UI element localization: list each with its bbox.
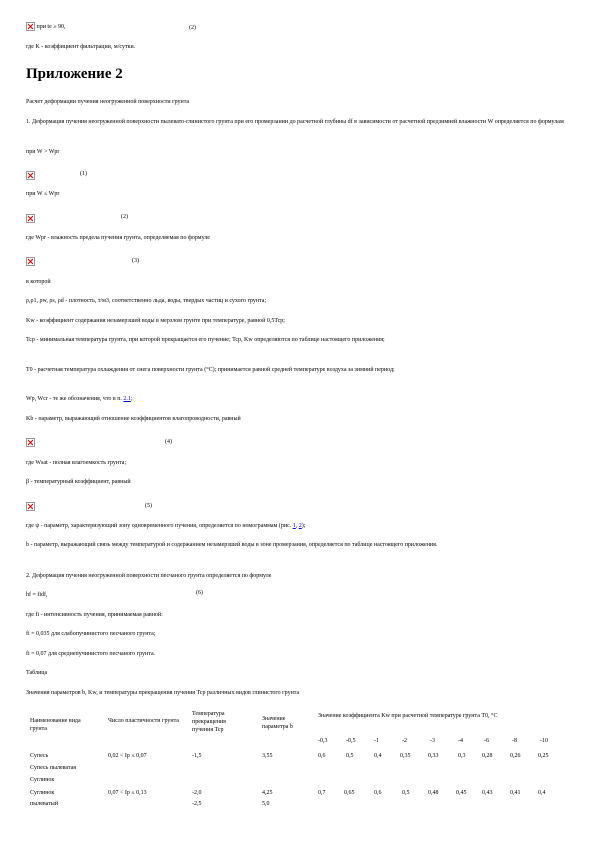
formula-6: hf = fidf, <box>26 592 48 598</box>
formula-2-image <box>26 209 35 227</box>
link-paragraph-2-1[interactable]: 2.1 <box>123 396 131 402</box>
cell-tcp: -1,5 <box>192 753 202 759</box>
wp-definition <box>26 394 571 404</box>
appendix-title: Приложение 2 <box>26 66 123 82</box>
broken-image-icon <box>26 257 35 266</box>
appendix-subtitle: Расчет деформации пучения неогруженной поверхности грунта <box>26 99 190 105</box>
cell-kw: 0,35 <box>400 753 411 759</box>
cell-kw: 0,3 <box>458 753 466 759</box>
table-row <box>30 777 330 787</box>
cell-name: Суглинок <box>30 777 55 783</box>
cell-kw: 0,43 <box>482 790 493 796</box>
cell-name: Супесь <box>30 753 49 759</box>
temp-cell: -4 <box>458 738 463 744</box>
cell-kw: 0,6 <box>318 753 326 759</box>
equation-number: (6) <box>196 590 203 596</box>
cell-name: Супесь пылеватая <box>30 765 77 771</box>
cell-kw: 0,25 <box>538 753 549 759</box>
equation-number: (4) <box>165 439 172 445</box>
cell-name: Суглинок <box>30 790 55 796</box>
cell-kw: 0,45 <box>456 790 467 796</box>
cell-kw: 0,26 <box>510 753 521 759</box>
equation-number: (3) <box>132 258 139 264</box>
cell-ip: 0,07 < Ip ≤ 0,13 <box>108 790 147 796</box>
formula-1-image <box>26 166 35 184</box>
temp-cell: -1 <box>374 738 379 744</box>
wsat-definition: где Wsat - полная влагоемкость грунта; <box>26 460 127 466</box>
link-figure-1[interactable]: 1 <box>292 523 296 529</box>
condition-2: при W ≤ Wpr <box>26 191 60 197</box>
table-header-ip: Число пластичности грунта <box>108 718 179 724</box>
cell-kw: 0,4 <box>374 753 382 759</box>
cell-kw: 0,5 <box>402 790 410 796</box>
equation-number: (2) <box>189 25 196 31</box>
equation-number: (1) <box>80 171 87 177</box>
temp-cell: -10 <box>540 738 548 744</box>
table-row <box>30 765 330 775</box>
fi-definition: где fi - интенсивность пучения, принимаемая равной: <box>26 612 163 618</box>
punctuation: , <box>295 523 299 529</box>
table-header-kw: Значение коэффициента Kw при расчетной температуре грунта T0, °C <box>318 713 498 719</box>
b-definition: b - параметр, выражающий связь между температурой и содержанием незамерзшей воды в зоне промерзания, определяется по таблице настоящего приложения. <box>26 542 438 548</box>
cell-kw: 0,33 <box>428 753 439 759</box>
cell-kw: 0,65 <box>344 790 355 796</box>
densities-definition: ρ,ρ1, ρw, ρs, ρd - плотность, т/м3, соответственно льда, воды, твердых частиц и сухого грунта; <box>26 298 267 304</box>
table-caption: Значения параметров b, Kw, и температуры прекращения пучения Tcp различных видов глинистого грунта <box>26 690 300 696</box>
temp-cell: -3 <box>430 738 435 744</box>
cell-kw: 0,41 <box>510 790 521 796</box>
formula-line-2 <box>26 22 66 31</box>
cell-b: 3,55 <box>262 753 273 759</box>
table-header-name: Наименование вида грунта <box>30 718 81 732</box>
punctuation: ; <box>130 396 133 402</box>
cell-tcp: -2,0 <box>192 790 202 796</box>
table-row <box>30 790 575 800</box>
fi-value-1: fi = 0,035 для слабопучинистого песчаного грунта; <box>26 631 156 637</box>
table-row <box>30 801 330 811</box>
formula-condition: при te ≥ 90, <box>36 23 66 30</box>
broken-image-icon <box>26 22 35 31</box>
table-temperature-row <box>318 738 568 748</box>
fi-value-2: fi = 0,07 для среднепучинистого песчаного грунта. <box>26 651 156 657</box>
beta-definition: β - температурный коэффициент, равный <box>26 479 131 485</box>
table-header-b: Значение параметра b <box>262 716 293 730</box>
wpr-definition: где Wpr - влажность предела пучения грунта, определяемая по формуле <box>26 235 210 241</box>
link-figure-2[interactable]: 2 <box>298 523 302 529</box>
cell-ip: 0,02 < Ip ≤ 0,07 <box>108 753 147 759</box>
t0-definition: T0 - расчетная температура охлаждения от снега поверхности грунта (°С); принимается равной средней температуре воздуха за зимний период; <box>26 367 395 373</box>
kw-definition: Kw - коэффициент содержания незамерзшей воды в мерзлом грунте при температуре, равной 0,5Tcp; <box>26 318 285 324</box>
psi-definition <box>26 521 571 531</box>
cell-kw: 0,6 <box>374 790 382 796</box>
broken-image-icon <box>26 438 35 447</box>
cell-name: пылеватый <box>30 801 59 807</box>
wp-definition-text: Wp, Wcr - те же обозначения, что в п. <box>26 396 124 402</box>
cell-b: 5,0 <box>262 801 270 807</box>
punctuation: ); <box>301 523 306 529</box>
tcp-definition: Tcp - минимальная температура грунта, при которой прекращается его пучение; Tcp, Kw определяются по таблице настоящего приложения; <box>26 337 385 343</box>
formula-4-image <box>26 433 35 451</box>
equation-number: (2) <box>121 214 128 220</box>
temp-cell: -6 <box>484 738 489 744</box>
temp-cell: -0,3 <box>318 738 328 744</box>
cell-kw: 0,28 <box>482 753 493 759</box>
equation-number: (5) <box>145 503 152 509</box>
cell-kw: 0,4 <box>538 790 546 796</box>
cell-kw: 0,48 <box>428 790 439 796</box>
temp-cell: -8 <box>512 738 517 744</box>
formula-3-image <box>26 252 35 270</box>
in-which-text: в которой <box>26 279 51 285</box>
kb-definition: Kb - параметр, выражающий отношение коэффициентов влагопроводности, равный <box>26 416 241 422</box>
cell-b: 4,25 <box>262 790 273 796</box>
paragraph-k-def: где K - коэффициент фильтрации, м/сутки. <box>26 44 136 50</box>
temp-cell: -2 <box>402 738 407 744</box>
table-label: Таблица <box>26 670 48 676</box>
cell-tcp: -2,5 <box>192 801 202 807</box>
cell-kw: 0,7 <box>318 790 326 796</box>
table-header-tcp: Температура прекращения пучения Tcp <box>192 711 226 733</box>
broken-image-icon <box>26 171 35 180</box>
cell-kw: 0,5 <box>346 753 354 759</box>
paragraph-2: 2. Деформация пучения неогруженной поверхности песчаного грунта определяется по формуле <box>26 573 272 579</box>
temp-cell: -0,5 <box>346 738 356 744</box>
table-row <box>30 753 575 763</box>
formula-5-image <box>26 497 35 515</box>
paragraph-1: 1. Деформация пучения неогруженной поверхности пылевато-глинистого грунта при его промерзании до расчетной глубины df в зависимости от расчетной предзимней влажности W определяется по формулам <box>26 119 564 125</box>
broken-image-icon <box>26 502 35 511</box>
condition-1: при W > Wpr <box>26 149 60 155</box>
psi-definition-text: где ψ - параметр, характеризующий зону одновременного пучения, определяется по номограммам (рис. <box>26 523 293 529</box>
broken-image-icon <box>26 214 35 223</box>
